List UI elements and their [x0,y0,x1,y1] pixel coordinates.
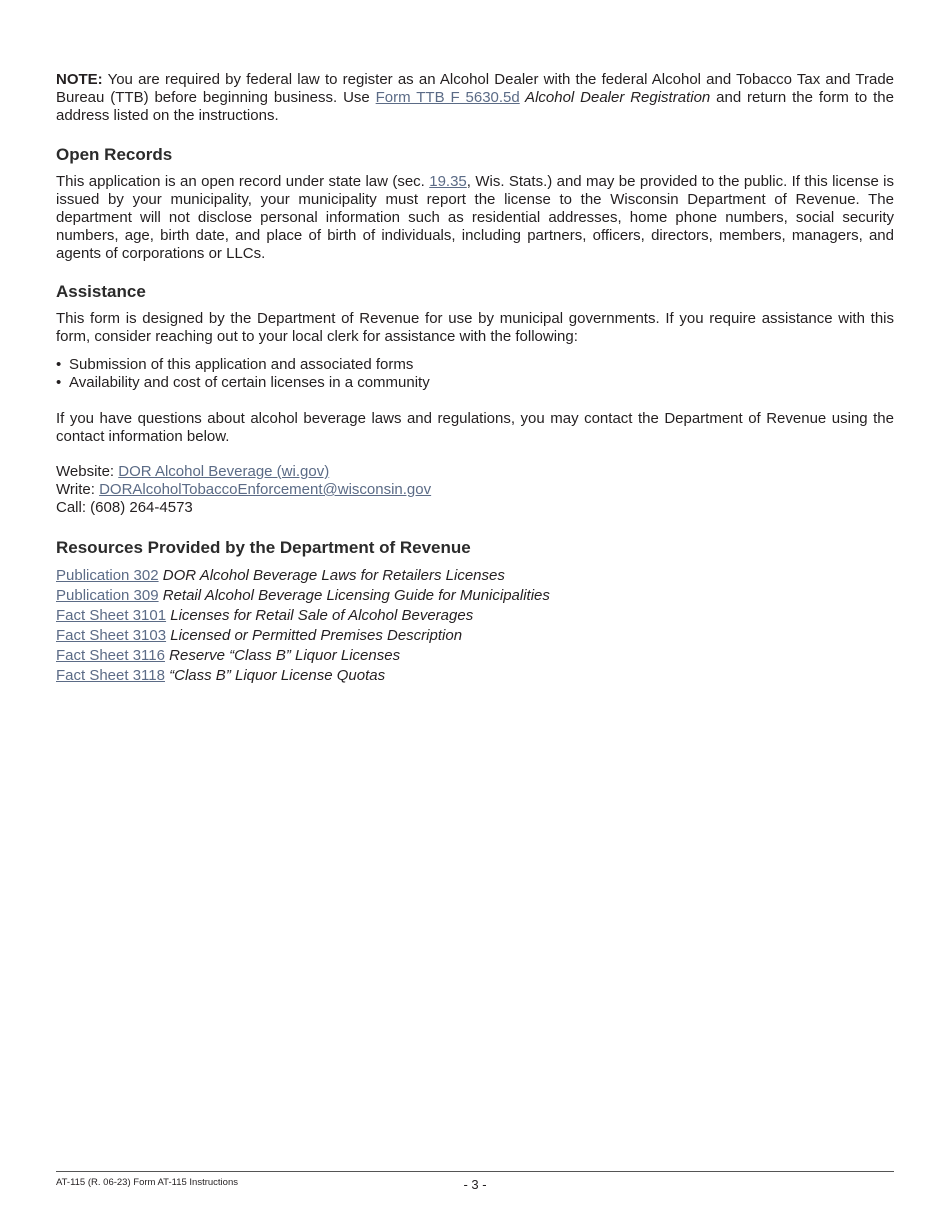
footer-divider [56,1171,894,1172]
resources-heading: Resources Provided by the Department of Revenue [56,538,471,557]
website-line [56,463,894,481]
resource-description: Reserve “Class B” Liquor Licenses [169,647,401,664]
resource-description: “Class B” Liquor License Quotas [169,667,386,684]
write-label: Write: [56,481,95,498]
list-item [56,666,894,686]
list-item [56,586,894,606]
open-records-paragraph [56,173,894,263]
resource-description: Retail Alcohol Beverage Licensing Guide for Municipalities [162,587,550,604]
note-text-2: and return the form to the address listed on the instructions. [56,89,894,124]
open-records-heading: Open Records [56,145,173,164]
fact-sheet-3118-link[interactable]: Fact Sheet 3118 [56,667,165,684]
contact-block [56,463,894,517]
open-records-section [56,145,894,263]
assistance-intro: This form is designed by the Department of Revenue for use by municipal governments. If you require assistance with this form, consider reaching out to your local clerk for assistance with the following: [56,310,894,345]
open-records-text-1: This application is an open record under state law (sec. [56,173,430,190]
fact-sheet-3103-link[interactable]: Fact Sheet 3103 [56,627,167,644]
resources-list [56,566,894,686]
website-label: Website: [56,463,115,480]
assistance-bullet-list [56,356,894,392]
assistance-questions: If you have questions about alcohol beverage laws and regulations, you may contact the Department of Revenue using the contact information below. [56,410,894,445]
assistance-section [56,282,894,517]
note-paragraph [56,71,894,125]
resources-section [56,538,894,686]
form-ttb-link[interactable]: Form TTB F 5630.5d [375,89,520,106]
list-item [56,646,894,666]
list-item [56,606,894,626]
footer-form-id: AT-115 (R. 06-23) Form AT-115 Instructions [56,1177,238,1188]
list-item: • Submission of this application and associated forms [56,356,894,374]
fact-sheet-3101-link[interactable]: Fact Sheet 3101 [56,607,167,624]
email-link[interactable]: DORAlcoholTobaccoEnforcement@wisconsin.gov [99,481,432,498]
open-records-text-2: , Wis. Stats.) and may be provided to the public. If this license is issued by your municipality, your municipality must report the license to the Wisconsin Department of Revenue. The department will not disclose personal information such as residential addresses, home phone numbers, social security numbers, age, birth date, and place of birth of individuals, including partners, officers, directors, members, managers, and agents of corporations or LLCs. [56,173,895,262]
page-number: - 3 - [463,1177,487,1192]
resource-description: DOR Alcohol Beverage Laws for Retailers Licenses [162,567,505,584]
list-item [56,566,894,586]
resource-description: Licensed or Permitted Premises Description [170,627,463,644]
resource-description: Licenses for Retail Sale of Alcohol Beverages [170,607,474,624]
list-item [56,626,894,646]
note-italic-title: Alcohol Dealer Registration [519,89,711,106]
note-text-1: You are required by federal law to register as an Alcohol Dealer with the federal Alcohol and Tobacco Tax and Trade Bureau (TTB) before beginning business. Use [56,71,894,106]
assistance-heading: Assistance [56,282,146,301]
write-line [56,481,894,499]
fact-sheet-3116-link[interactable]: Fact Sheet 3116 [56,647,165,664]
list-item: • Availability and cost of certain licenses in a community [56,374,894,392]
call-line: Call: (608) 264-4573 [56,499,193,516]
publication-302-link[interactable]: Publication 302 [56,567,159,584]
document-page [56,71,894,686]
statute-link[interactable]: 19.35 [429,173,467,190]
website-link[interactable]: DOR Alcohol Beverage (wi.gov) [118,463,330,480]
publication-309-link[interactable]: Publication 309 [56,587,159,604]
note-label: NOTE: [56,71,103,88]
